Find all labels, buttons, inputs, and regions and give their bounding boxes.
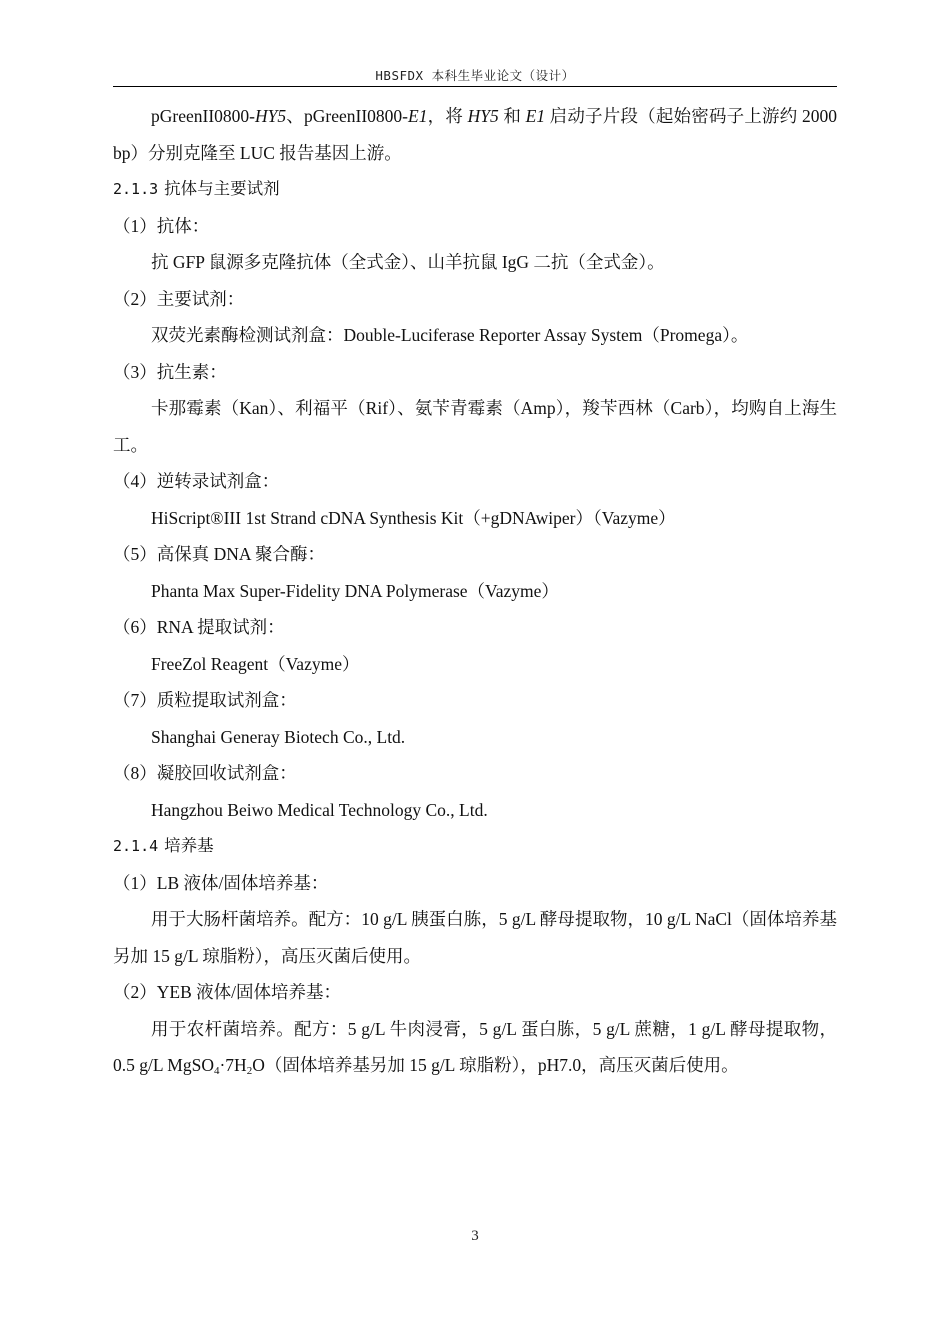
item-label-2: （2）主要试剂： <box>113 288 245 309</box>
item-label-6: （6）RNA 提取试剂： <box>113 617 285 637</box>
section-heading-2-1-3 <box>113 171 837 208</box>
intro-text-1: pGreenII0800- <box>151 106 255 126</box>
gene-hy5: HY5 <box>254 106 287 126</box>
section-title: 培养基 <box>164 836 214 855</box>
item-detail-1: 抗 GFP 鼠源多克隆抗体（全式金）、山羊抗鼠 IgG 二抗（全式金）。 <box>151 252 665 272</box>
gene-e1-b: E1 <box>525 106 546 126</box>
section-title: 抗体与主要试剂 <box>164 179 280 198</box>
page-body <box>113 98 837 1084</box>
header-divider <box>113 86 837 87</box>
page-header: HBSFDX 本科生毕业论文（设计） <box>375 68 575 83</box>
item-label-7: （7）质粒提取试剂盒： <box>113 690 297 710</box>
section-number: 2.1.3 <box>113 180 159 198</box>
section-number: 2.1.4 <box>113 837 159 855</box>
item-detail-6: FreeZol Reagent（Vazyme） <box>151 653 360 674</box>
item-detail-4: HiScript®III 1st Strand cDNA Synthesis Kit（+gDNAwiper）（Vazyme） <box>151 507 676 528</box>
intro-text-4: 和 <box>498 106 526 126</box>
item-label-5: （5）高保真 DNA 聚合酶： <box>113 544 325 564</box>
intro-paragraph <box>113 98 837 171</box>
item-label-4: （4）逆转录试剂盒： <box>113 471 280 491</box>
item-detail-3: 卡那霉素（Kan）、利福平（Rif）、氨苄青霉素（Amp），羧苄西林（Carb），均购自上海生工。 <box>113 398 837 455</box>
lb-medium-detail: 用于大肠杆菌培养。配方：10 g/L 胰蛋白胨，5 g/L 酵母提取物，10 g/L NaCl（固体培养基另加 15 g/L 琼脂粉），高压灭菌后使用。 <box>113 909 837 966</box>
gene-hy5-b: HY5 <box>467 106 499 126</box>
page-number: 3 <box>471 1228 479 1244</box>
lb-medium-label: （1）LB 液体/固体培养基： <box>113 872 329 893</box>
yeb-text-b: ·7H <box>219 1055 247 1075</box>
intro-text-2: 、pGreenII0800- <box>286 106 408 126</box>
item-detail-5: Phanta Max Super-Fidelity DNA Polymerase（Vazyme） <box>151 580 559 601</box>
yeb-medium-label: （2）YEB 液体/固体培养基： <box>113 982 341 1002</box>
item-detail-8: Hangzhou Beiwo Medical Technology Co., Ltd. <box>151 799 488 820</box>
yeb-text-a: 用于农杆菌培养。配方：5 g/L 牛肉浸膏，5 g/L 蛋白胨，5 g/L 蔗糖，1 g/L 酵母提取物，0.5 g/L MgSO <box>113 1018 837 1075</box>
section-heading-2-1-4 <box>113 828 837 865</box>
yeb-medium-detail <box>113 1011 837 1084</box>
gene-e1: E1 <box>408 106 428 126</box>
intro-text-3: ，将 <box>427 106 468 126</box>
subscript-4: 4 <box>213 1065 220 1077</box>
item-label-3: （3）抗生素： <box>113 361 227 382</box>
item-detail-2: 双荧光素酶检测试剂盒：Double-Luciferase Reporter Assay System（Promega）。 <box>151 325 749 345</box>
item-label-8: （8）凝胶回收试剂盒： <box>113 763 297 783</box>
item-detail-7: Shanghai Generay Biotech Co., Ltd. <box>151 726 406 747</box>
subscript-2: 2 <box>246 1065 253 1077</box>
yeb-text-c: O（固体培养基另加 15 g/L 琼脂粉），pH7.0，高压灭菌后使用。 <box>252 1055 739 1075</box>
item-label-1: （1）抗体： <box>113 215 210 236</box>
intro-text-5: 启动子片段（起始密码子上游约 2000 bp）分别克隆至 LUC 报告基因上游。 <box>113 106 838 163</box>
